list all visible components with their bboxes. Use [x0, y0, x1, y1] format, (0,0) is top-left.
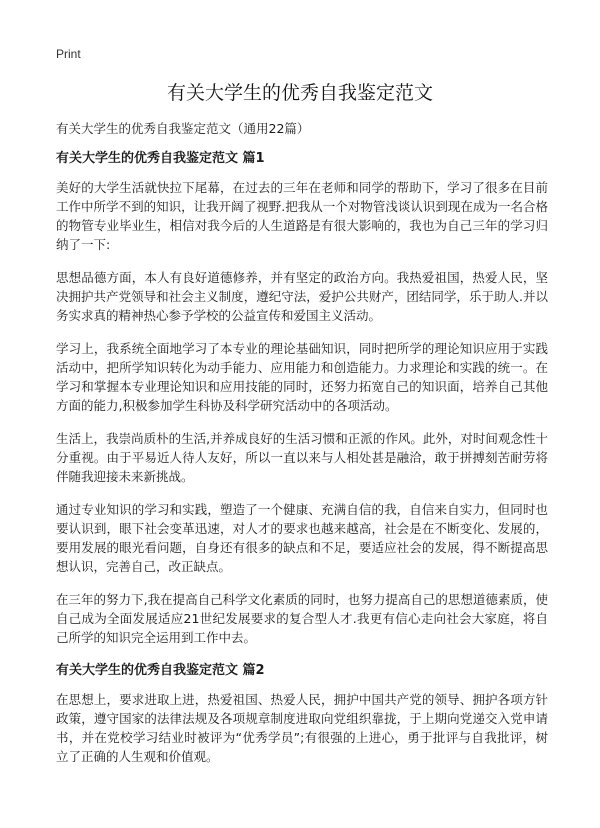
paragraph: 在思想上，要求进取上进，热爱祖国、热爱人民，拥护中国共产党的领导、拥护各项方针政策，遵守国家的法律法规及各项规章制度进取向党组织靠拢，于上期向党递交入党申请书，并在党校学习结业时被评为“优秀学员”;有很强的上进心，勇于批评与自我批评，树立了正确的人生观和价值观。: [56, 692, 548, 764]
document-body: [56, 119, 548, 780]
paragraph: 美好的大学生活就快拉下尾幕，在过去的三年在老师和同学的帮助下，学习了很多在目前工作中所学不到的知识，让我开阔了视野.把我从一个对物管浅谈认识到现在成为一名合格的物管专业毕业生，相信对我今后的人生道路是有很大影响的，我也为自己三年的学习归纳了一下:: [56, 180, 548, 252]
section-heading: 有关大学生的优秀自我鉴定范文 篇1: [56, 151, 265, 166]
document-subtitle: 有关大学生的优秀自我鉴定范文（通用22篇）: [56, 121, 310, 136]
section-heading: 有关大学生的优秀自我鉴定范文 篇2: [56, 663, 265, 678]
document-title: 有关大学生的优秀自我鉴定范文: [166, 82, 433, 104]
paragraph: 学习上，我系统全面地学习了本专业的理论基础知识，同时把所学的理论知识应用于实践活动中，把所学知识转化为动手能力、应用能力和创造能力。力求理论和实践的统一。在学习和掌握本专业理论知识和应用技能的同时，还努力拓宽自己的知识面，培养自己其他方面的能力,积极参加学生科协及科学研究活动中的各项活动。: [56, 341, 548, 413]
print-link[interactable]: Print: [56, 47, 81, 61]
paragraph: 在三年的努力下,我在提高自己科学文化素质的同时，也努力提高自己的思想道德素质，使自己成为全面发展适应21世纪发展要求的复合型人才.我更有信心走向社会大家庭，将自己所学的知识完全运用到工作中去。: [56, 592, 548, 645]
paragraph: 生活上，我崇尚质朴的生活,并养成良好的生活习惯和正派的作风。此外，对时间观念性十分重视。由于平易近人待人友好，所以一直以来与人相处甚是融洽，敢于拼搏刻苦耐劳将伴随我迎接未来新挑战。: [56, 431, 548, 484]
paragraph: 思想品德方面，本人有良好道德修养，并有坚定的政治方向。我热爱祖国，热爱人民，坚决拥护共产党领导和社会主义制度，遵纪守法，爱护公共财产，团结同学，乐于助人.并以务实求真的精神热心参予学校的公益宣传和爱国主义活动。: [56, 270, 548, 323]
paragraph: 通过专业知识的学习和实践，塑造了一个健康、充满自信的我，自信来自实力，但同时也要认识到，眼下社会变革迅速，对人才的要求也越来越高，社会是在不断变化、发展的，要用发展的眼光看问题，自身还有很多的缺点和不足，要适应社会的发展，得不断提高思想认识，完善自己，改正缺点。: [56, 502, 548, 574]
